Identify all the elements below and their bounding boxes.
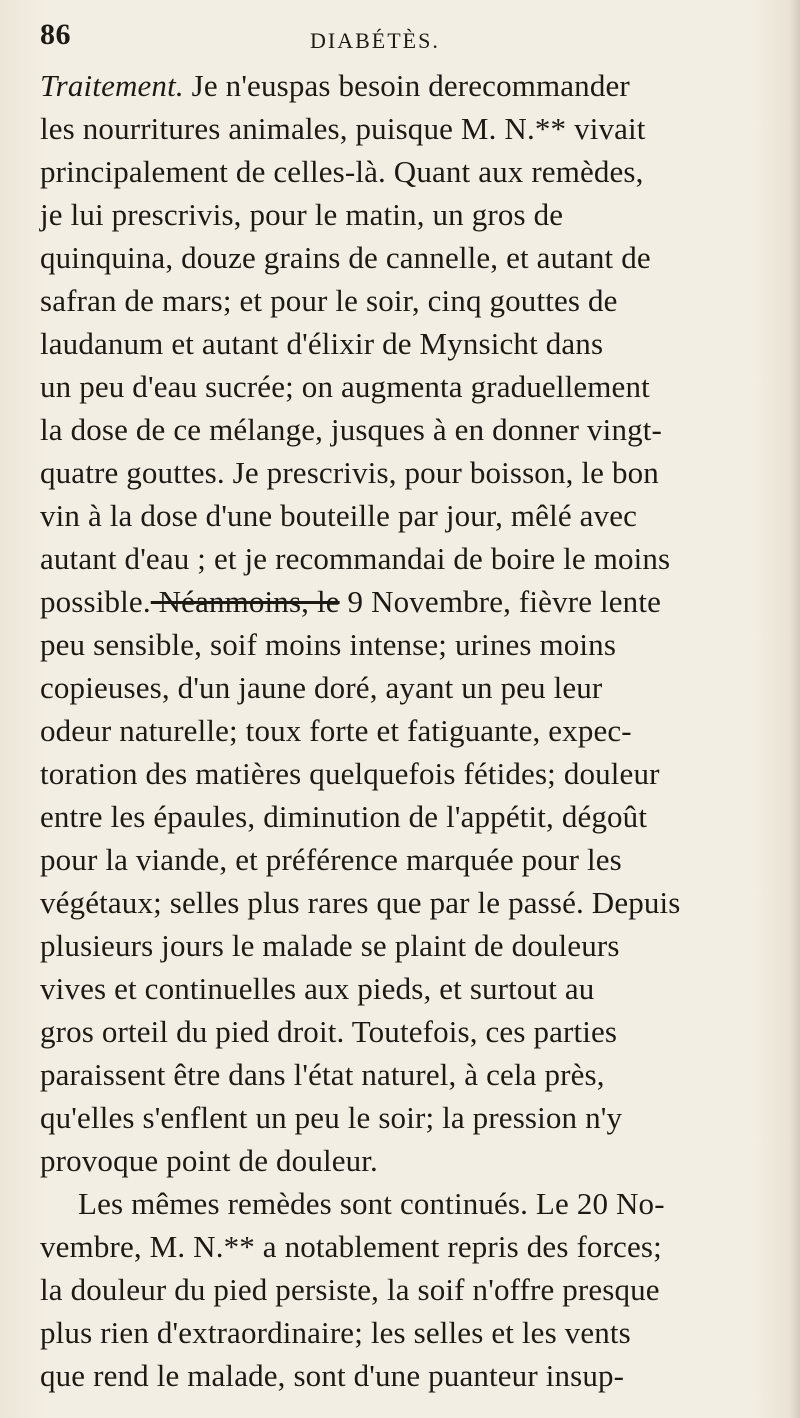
text-line: Traitement. Je n'euspas besoin derecommander: [40, 68, 630, 103]
text-line: plusieurs jours le malade se plaint de douleurs: [40, 928, 620, 963]
text-line: provoque point de douleur.: [40, 1143, 378, 1178]
text-line: odeur naturelle; toux forte et fatiguante, expec-: [40, 713, 632, 748]
text-line: possible. Néanmoins, le 9 Novembre, fièvre lente: [40, 584, 662, 619]
text-line: vembre, M. N.** a notablement repris des forces;: [40, 1229, 662, 1264]
text-line: qu'elles s'enflent un peu le soir; la pression n'y: [40, 1100, 623, 1135]
page-number: 86: [40, 18, 71, 51]
section-heading: Traitement.: [40, 68, 184, 103]
text-line: safran de mars; et pour le soir, cinq gouttes de: [40, 283, 618, 318]
page-edge-shadow: [790, 0, 800, 1418]
text-line: autant d'eau ; et je recommandai de boire le moins: [40, 541, 671, 576]
text-line: paraissent être dans l'état naturel, à cela près,: [40, 1057, 605, 1092]
text-line: les nourritures animales, puisque M. N.** vivait: [40, 111, 646, 146]
paragraph-start-line: Les mêmes remèdes sont continués. Le 20 No-: [78, 1186, 665, 1221]
struck-through-text: Néanmoins, le: [150, 584, 340, 619]
text-line: copieuses, d'un jaune doré, ayant un peu leur: [40, 670, 603, 705]
text-line: vives et continuelles aux pieds, et surtout au: [40, 971, 595, 1006]
page-header: [40, 18, 760, 58]
text-line: un peu d'eau sucrée; on augmenta graduellement: [40, 369, 650, 404]
text-line: que rend le malade, sont d'une puanteur insup-: [40, 1358, 625, 1393]
text-line: la dose de ce mélange, jusques à en donner vingt-: [40, 412, 662, 447]
text-line: la douleur du pied persiste, la soif n'offre presque: [40, 1272, 660, 1307]
text-line: je lui prescrivis, pour le matin, un gros de: [40, 197, 564, 232]
text-line: végétaux; selles plus rares que par le passé. Depuis: [40, 885, 681, 920]
text-line: gros orteil du pied droit. Toutefois, ces parties: [40, 1014, 618, 1049]
text-line: toration des matières quelquefois fétides; douleur: [40, 756, 660, 791]
text-line: vin à la dose d'une bouteille par jour, mêlé avec: [40, 498, 638, 533]
text-line: quatre gouttes. Je prescrivis, pour boisson, le bon: [40, 455, 659, 490]
body-text: [40, 64, 760, 1397]
text-line: pour la viande, et préférence marquée pour les: [40, 842, 622, 877]
text-line: principalement de celles-là. Quant aux remèdes,: [40, 154, 644, 189]
text-line: quinquina, douze grains de cannelle, et autant de: [40, 240, 651, 275]
text-line: laudanum et autant d'élixir de Mynsicht dans: [40, 326, 604, 361]
text-line: peu sensible, soif moins intense; urines moins: [40, 627, 617, 662]
text-line: plus rien d'extraordinaire; les selles et les vents: [40, 1315, 631, 1350]
text-line: entre les épaules, diminution de l'appétit, dégoût: [40, 799, 648, 834]
running-title: DIABÉTÈS.: [310, 28, 440, 53]
